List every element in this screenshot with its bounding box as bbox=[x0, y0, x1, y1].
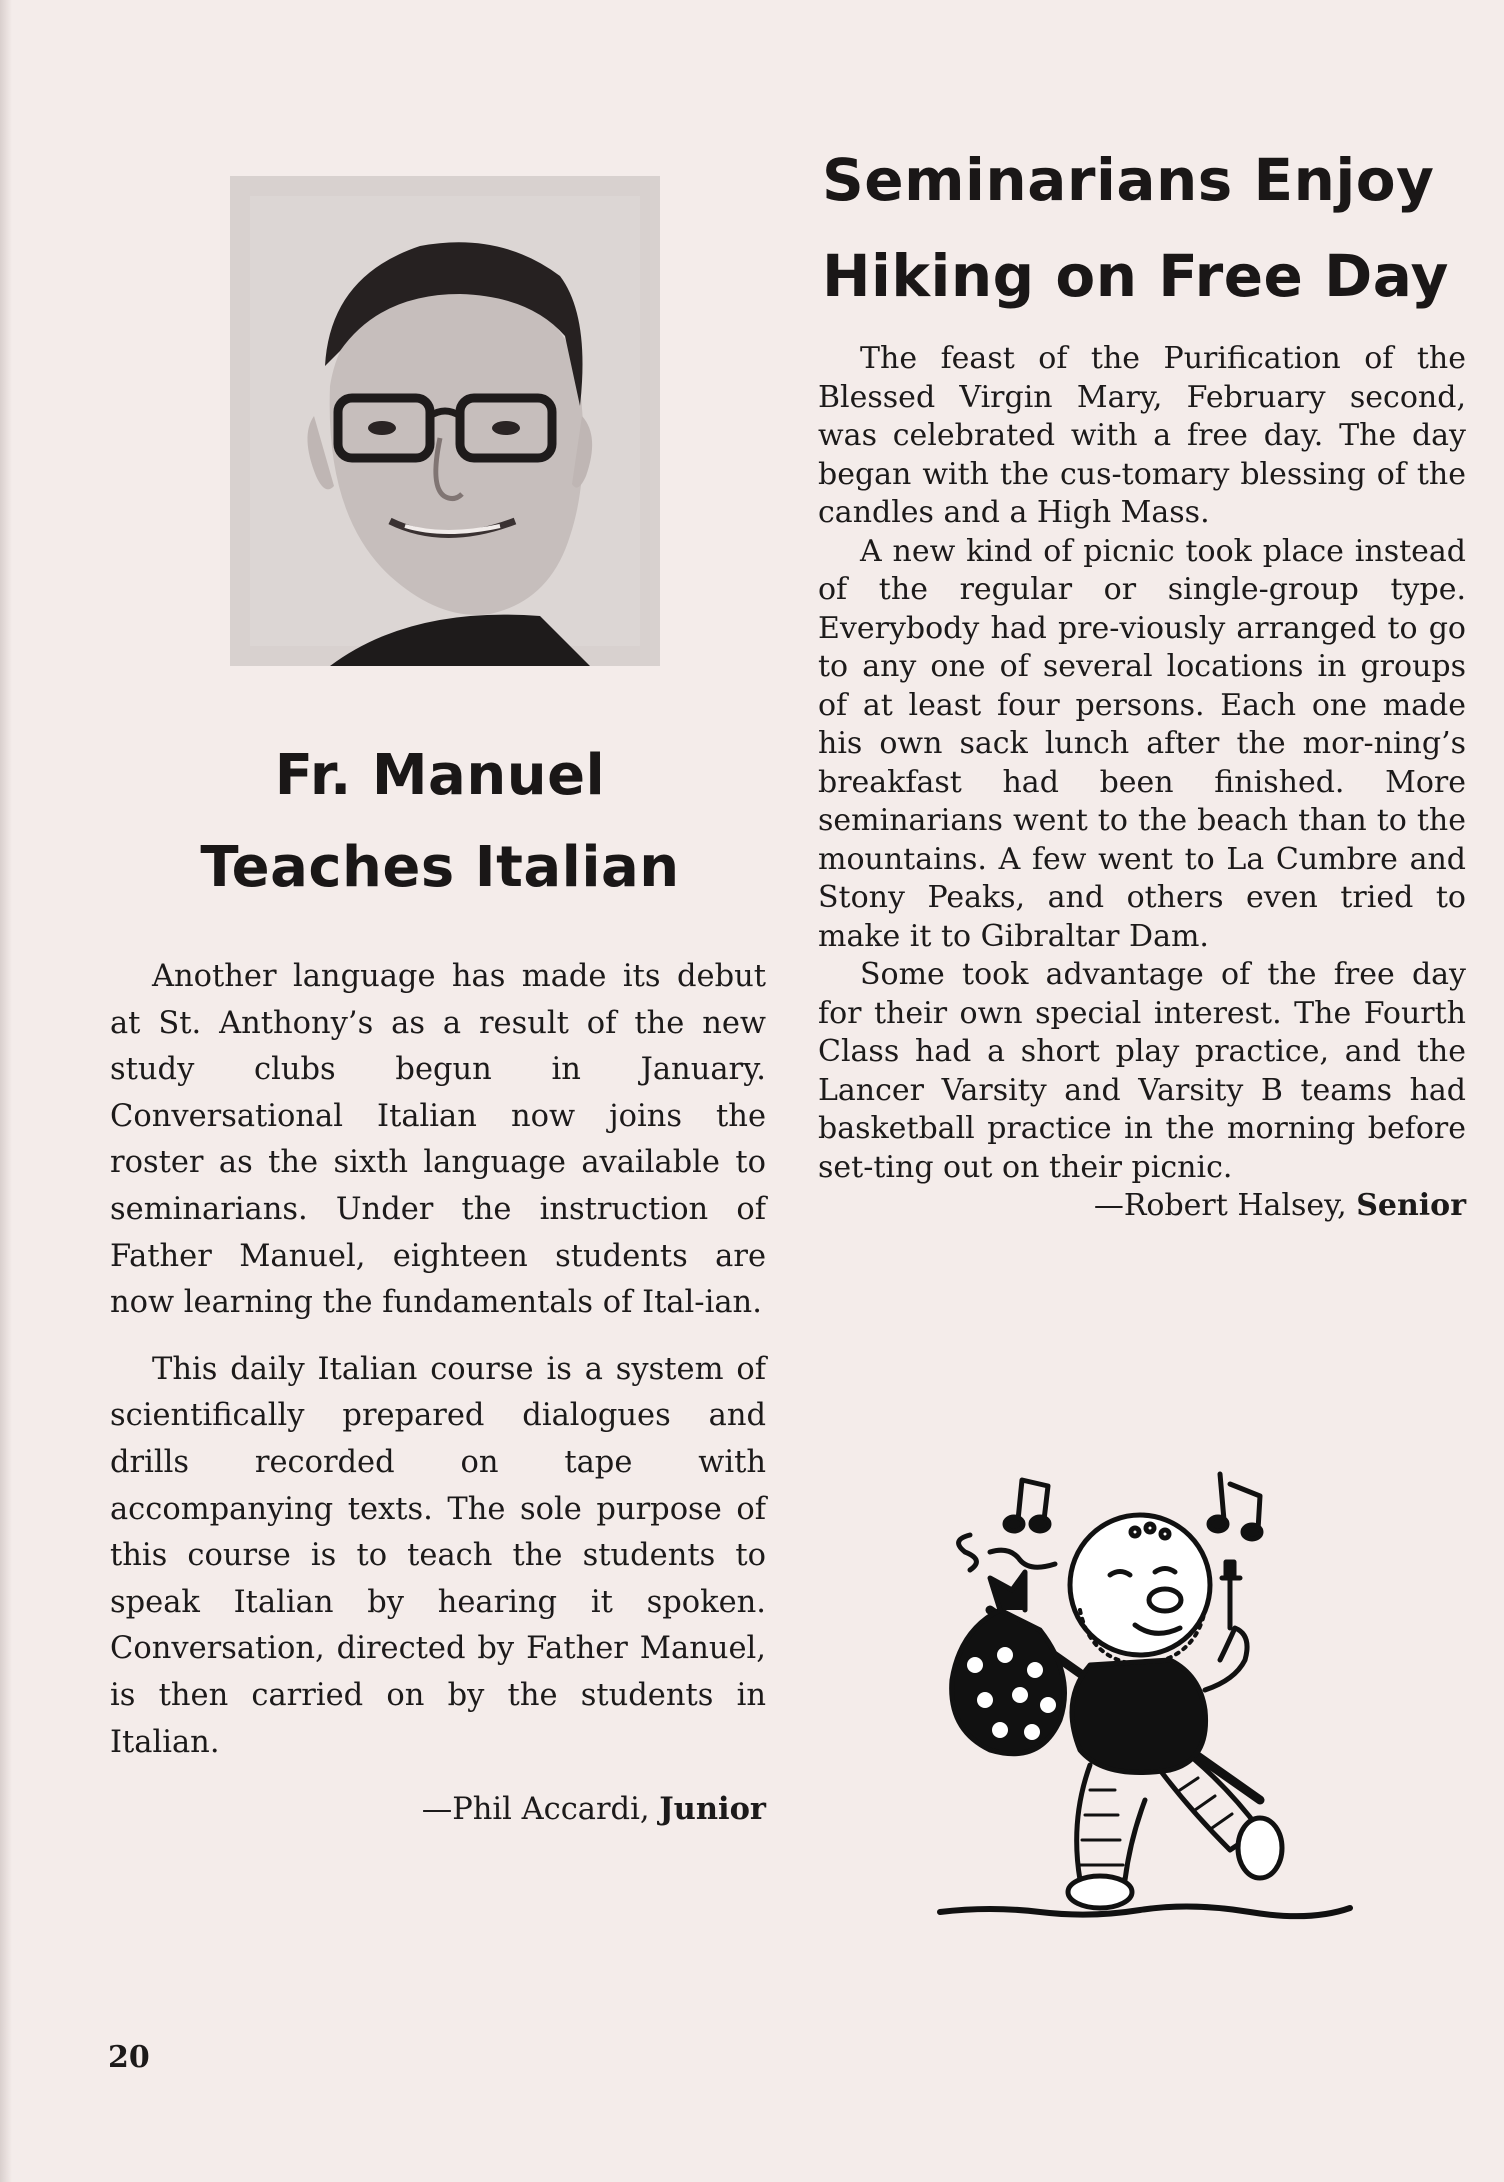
left-headline-line2: Teaches Italian bbox=[200, 835, 680, 900]
left-article-headline bbox=[120, 730, 760, 914]
portrait-photo bbox=[230, 176, 660, 666]
right-article-body bbox=[818, 340, 1466, 1226]
page-number: 20 bbox=[108, 2040, 150, 2075]
right-paragraph-2: A new kind of picnic took place instead of the regular or single-group type. Everybody had pre-viously arranged to go to any one of several locations in groups of at least four persons. Each one made his own sack lunch after the mor-ning’s breakfast had been finished. More seminarians went to the beach than to the mountains. A few went to La Cumbre and Stony Peaks, and others even tried to make it to Gibraltar Dam. bbox=[818, 533, 1466, 954]
left-article-body bbox=[110, 954, 766, 1834]
hiker-cartoon bbox=[930, 1460, 1360, 1940]
right-paragraph-3: Some took advantage of the free day for their own special interest. The Fourth Class had a short play practice, and the Lancer Varsity and Varsity B teams had basketball practice in the morning before set-ting out on their picnic. bbox=[818, 957, 1466, 1185]
left-paragraph-2: This daily Italian course is a system of scientifically prepared dialogues and drills recorded on tape with accompanying texts. The sole purpose of this course is to teach the students to speak Italian by hearing it spoken. Conversation, directed by Father Manuel, is then carried on by the students in Italian. bbox=[110, 1351, 766, 1760]
left-byline-class: Junior bbox=[659, 1791, 766, 1828]
left-headline-line1: Fr. Manuel bbox=[274, 743, 606, 808]
right-article-headline bbox=[822, 132, 1472, 324]
right-byline bbox=[818, 1187, 1466, 1226]
right-byline-name: —Robert Halsey, bbox=[1093, 1188, 1347, 1223]
right-byline-class: Senior bbox=[1356, 1188, 1466, 1223]
left-byline-name: —Phil Accardi, bbox=[421, 1792, 650, 1828]
right-paragraph-1: The feast of the Purification of the Blessed Virgin Mary, February second, was celebrated with a free day. The day began with the cus-tomary blessing of the candles and a High Mass. bbox=[818, 341, 1466, 530]
left-byline bbox=[110, 1786, 766, 1834]
right-headline-line1: Seminarians Enjoy bbox=[822, 146, 1435, 214]
page-edge bbox=[0, 0, 12, 2182]
right-headline-line2: Hiking on Free Day bbox=[822, 242, 1449, 310]
left-paragraph-1: Another language has made its debut at St. Anthony’s as a result of the new study clubs begun in January. Conversational Italian now joins the roster as the sixth language available to seminarians. Under the instruction of Father Manuel, eighteen students are now learning the fundamentals of Ital-ian. bbox=[110, 959, 766, 1321]
